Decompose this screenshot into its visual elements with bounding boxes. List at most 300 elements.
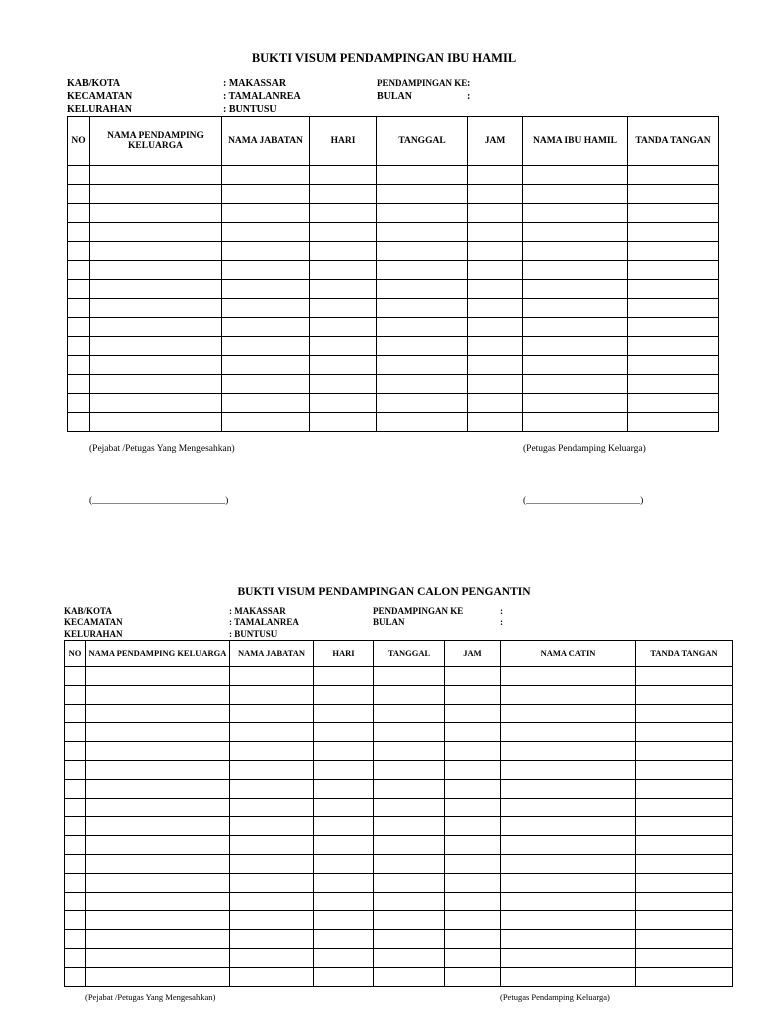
form2-table-cell[interactable] (445, 723, 501, 742)
form2-table-cell[interactable] (86, 685, 230, 704)
form1-table-cell[interactable] (68, 375, 90, 394)
form2-table-row (65, 723, 733, 742)
form1-table-cell[interactable] (310, 413, 377, 432)
form2-table-cell[interactable] (314, 742, 374, 761)
form1-table-cell[interactable] (377, 356, 468, 375)
form2-table-cell[interactable] (86, 836, 230, 855)
form2-table-cell[interactable] (314, 723, 374, 742)
form1-table-cell[interactable] (310, 299, 377, 318)
form1-table-cell[interactable] (90, 299, 222, 318)
form2-table-cell[interactable] (65, 798, 86, 817)
form2-table-row (65, 667, 733, 686)
form1-table-cell[interactable] (310, 356, 377, 375)
form1-sign-left-label: (Pejabat /Petugas Yang Mengesahkan) (89, 444, 235, 454)
form1-col-jam: JAM (468, 117, 523, 166)
form2-table-cell[interactable] (636, 723, 733, 742)
form2-table-cell[interactable] (636, 967, 733, 986)
form2-table-cell[interactable] (501, 873, 636, 892)
form2-table-cell[interactable] (636, 854, 733, 873)
form2-col-nama-catin: NAMA CATIN (501, 641, 636, 667)
form2-table-cell[interactable] (314, 798, 374, 817)
form2-table-row (65, 873, 733, 892)
form1-table-cell[interactable] (523, 413, 628, 432)
form1-table-cell[interactable] (90, 318, 222, 337)
form2-sign-left-label: (Pejabat /Petugas Yang Mengesahkan) (85, 992, 216, 1002)
form1-table-cell[interactable] (523, 223, 628, 242)
form2-table-row (65, 836, 733, 855)
form2-table-cell[interactable] (314, 930, 374, 949)
form1-table-cell[interactable] (310, 375, 377, 394)
form1-table-cell[interactable] (222, 413, 310, 432)
form2-table-cell[interactable] (636, 685, 733, 704)
form2-table-cell[interactable] (374, 967, 445, 986)
form2-table-row (65, 911, 733, 930)
form1-kel-label: KELURAHAN (67, 104, 133, 115)
form2-table-cell[interactable] (86, 930, 230, 949)
form1-table-row (68, 337, 719, 356)
form1-table-cell[interactable] (628, 337, 719, 356)
form2-table-row (65, 742, 733, 761)
form2-table-cell[interactable] (86, 854, 230, 873)
form2-table-cell[interactable] (636, 836, 733, 855)
form2-kec-value: : TAMALANREA (229, 617, 299, 627)
form2-table-cell[interactable] (501, 948, 636, 967)
form1-table-cell[interactable] (468, 375, 523, 394)
form2-table-cell[interactable] (65, 854, 86, 873)
form2-table-cell[interactable] (65, 779, 86, 798)
form1-table-cell[interactable] (523, 356, 628, 375)
form1-table-cell[interactable] (628, 280, 719, 299)
form2-table (64, 640, 733, 987)
form1-table-cell[interactable] (377, 337, 468, 356)
form2-table-cell[interactable] (445, 685, 501, 704)
form2-table-cell[interactable] (501, 930, 636, 949)
form2-table-cell[interactable] (636, 798, 733, 817)
form1-table-row (68, 318, 719, 337)
form2-table-cell[interactable] (445, 854, 501, 873)
form1-table-cell[interactable] (90, 375, 222, 394)
form1-table-cell[interactable] (468, 242, 523, 261)
form2-table-cell[interactable] (374, 667, 445, 686)
form1-table-cell[interactable] (468, 280, 523, 299)
form2-table-cell[interactable] (86, 779, 230, 798)
form1-table-cell[interactable] (377, 394, 468, 413)
form2-table-cell[interactable] (65, 911, 86, 930)
form1-table-cell[interactable] (468, 166, 523, 185)
form2-table-cell[interactable] (636, 873, 733, 892)
form2-table-cell[interactable] (501, 817, 636, 836)
form1-table-cell[interactable] (628, 261, 719, 280)
form2-table-cell[interactable] (636, 911, 733, 930)
form1-table-cell[interactable] (68, 413, 90, 432)
form1-table-cell[interactable] (377, 185, 468, 204)
form1-table-cell[interactable] (468, 261, 523, 280)
form2-kel-value: : BUNTUSU (229, 629, 278, 639)
form2-table-cell[interactable] (230, 967, 314, 986)
form1-table-row (68, 242, 719, 261)
form1-table-cell[interactable] (523, 280, 628, 299)
form2-table-cell[interactable] (445, 948, 501, 967)
form1-table-cell[interactable] (310, 280, 377, 299)
form1-table-cell[interactable] (523, 185, 628, 204)
form1-table-cell[interactable] (468, 223, 523, 242)
form2-pendampingan-value: : (500, 606, 503, 616)
form2-table-cell[interactable] (86, 873, 230, 892)
form1-table-cell[interactable] (377, 166, 468, 185)
form1-table-cell[interactable] (310, 394, 377, 413)
form2-table-cell[interactable] (230, 667, 314, 686)
form1-table-cell[interactable] (68, 299, 90, 318)
form1-table-row (68, 394, 719, 413)
form1-table-cell[interactable] (523, 299, 628, 318)
form1-table-cell[interactable] (628, 394, 719, 413)
form1-table-cell[interactable] (523, 261, 628, 280)
form1-table-cell[interactable] (310, 204, 377, 223)
form1-table-cell[interactable] (377, 261, 468, 280)
form1-table-cell[interactable] (222, 394, 310, 413)
form1-sign-right-label: (Petugas Pendamping Keluarga) (523, 444, 646, 454)
form1-table-cell[interactable] (68, 280, 90, 299)
form1-table-cell[interactable] (468, 394, 523, 413)
form2-table-cell[interactable] (314, 854, 374, 873)
form2-table-cell[interactable] (374, 836, 445, 855)
form1-table-cell[interactable] (628, 375, 719, 394)
form2-table-cell[interactable] (314, 892, 374, 911)
form1-table-cell[interactable] (377, 375, 468, 394)
form2-table-cell[interactable] (65, 873, 86, 892)
form1-table-cell[interactable] (68, 318, 90, 337)
form2-table-cell[interactable] (445, 911, 501, 930)
form1-table-cell[interactable] (377, 413, 468, 432)
form1-col-no: NO (68, 117, 90, 166)
form2-table-cell[interactable] (445, 836, 501, 855)
form1-table-cell[interactable] (222, 242, 310, 261)
form1-table-cell[interactable] (628, 166, 719, 185)
form2-table-cell[interactable] (501, 723, 636, 742)
form2-table-cell[interactable] (230, 742, 314, 761)
form1-table-cell[interactable] (68, 223, 90, 242)
form1-table-cell[interactable] (468, 185, 523, 204)
form1-table-cell[interactable] (377, 242, 468, 261)
form2-table-cell[interactable] (374, 685, 445, 704)
form1-table-cell[interactable] (68, 185, 90, 204)
form2-table-cell[interactable] (86, 948, 230, 967)
form2-table-cell[interactable] (65, 760, 86, 779)
form2-table-cell[interactable] (314, 948, 374, 967)
form1-sign-left-line: (____________________________) (89, 496, 229, 506)
form2-table-cell[interactable] (636, 779, 733, 798)
form1-table-row (68, 185, 719, 204)
form2-col-nama-pendamping: NAMA PENDAMPING KELUARGA (86, 641, 230, 667)
form1-table-cell[interactable] (90, 261, 222, 280)
form2-table-cell[interactable] (314, 760, 374, 779)
form2-table-cell[interactable] (501, 704, 636, 723)
form1-table-cell[interactable] (310, 261, 377, 280)
form2-table-cell[interactable] (445, 779, 501, 798)
form2-table-row (65, 854, 733, 873)
form2-table-cell[interactable] (445, 667, 501, 686)
form2-table-cell[interactable] (65, 892, 86, 911)
form2-table-cell[interactable] (314, 779, 374, 798)
form2-table-cell[interactable] (374, 742, 445, 761)
form2-table-cell[interactable] (230, 854, 314, 873)
form1-table-cell[interactable] (628, 299, 719, 318)
form1-table-cell[interactable] (222, 337, 310, 356)
form2-table-row (65, 779, 733, 798)
form2-table-cell[interactable] (86, 760, 230, 779)
form1-table-cell[interactable] (68, 204, 90, 223)
form1-table-cell[interactable] (90, 185, 222, 204)
form2-kab-label: KAB/KOTA (64, 606, 112, 616)
form2-sign-right-label: (Petugas Pendamping Keluarga) (500, 992, 610, 1002)
form2-table-cell[interactable] (501, 742, 636, 761)
form1-table-cell[interactable] (90, 413, 222, 432)
form2-table-cell[interactable] (230, 930, 314, 949)
form2-table-cell[interactable] (230, 723, 314, 742)
form1-table-cell[interactable] (628, 242, 719, 261)
form1-table-cell[interactable] (222, 204, 310, 223)
form1-table-cell[interactable] (68, 356, 90, 375)
form2-table-cell[interactable] (65, 967, 86, 986)
form1-table-row (68, 356, 719, 375)
form2-table-cell[interactable] (230, 817, 314, 836)
form2-table-cell[interactable] (445, 742, 501, 761)
form1-table-cell[interactable] (222, 299, 310, 318)
form1-table-cell[interactable] (468, 356, 523, 375)
form2-table-cell[interactable] (445, 704, 501, 723)
form1-kel-value: : BUNTUSU (223, 104, 277, 115)
form2-table-cell[interactable] (230, 779, 314, 798)
form1-table-cell[interactable] (222, 185, 310, 204)
form2-table-cell[interactable] (314, 873, 374, 892)
form1-table-cell[interactable] (310, 185, 377, 204)
form2-table-row (65, 892, 733, 911)
form1-table-cell[interactable] (90, 394, 222, 413)
form1-kab-value: : MAKASSAR (223, 78, 287, 89)
form2-table-cell[interactable] (501, 667, 636, 686)
form2-table-row (65, 948, 733, 967)
form2-table-cell[interactable] (86, 742, 230, 761)
form2-table-cell[interactable] (636, 667, 733, 686)
form2-table-cell[interactable] (230, 685, 314, 704)
form2-table-cell[interactable] (636, 704, 733, 723)
form2-table-cell[interactable] (445, 967, 501, 986)
form2-table-cell[interactable] (374, 817, 445, 836)
form2-table-cell[interactable] (636, 930, 733, 949)
form1-table-cell[interactable] (523, 166, 628, 185)
form1-table-row (68, 280, 719, 299)
form1-table-row (68, 299, 719, 318)
form1-table-cell[interactable] (68, 261, 90, 280)
form2-table-cell[interactable] (230, 704, 314, 723)
form1-table-cell[interactable] (468, 299, 523, 318)
form1-table-cell[interactable] (90, 356, 222, 375)
form2-table-cell[interactable] (86, 667, 230, 686)
form1-table-cell[interactable] (523, 375, 628, 394)
form1-table-cell[interactable] (90, 337, 222, 356)
form1-table-row (68, 204, 719, 223)
form1-table-cell[interactable] (68, 394, 90, 413)
form1-kab-label: KAB/KOTA (67, 78, 121, 89)
form2-table-cell[interactable] (65, 667, 86, 686)
form2-table-cell[interactable] (230, 892, 314, 911)
form1-table-cell[interactable] (628, 413, 719, 432)
form2-table-cell[interactable] (501, 854, 636, 873)
form1-col-tanda-tangan: TANDA TANGAN (628, 117, 719, 166)
form1-title: BUKTI VISUM PENDAMPINGAN IBU HAMIL (251, 51, 517, 65)
form1-table-cell[interactable] (68, 242, 90, 261)
form2-table-cell[interactable] (445, 930, 501, 949)
form1-table-cell[interactable] (628, 356, 719, 375)
form2-table-cell[interactable] (636, 892, 733, 911)
form1-table-cell[interactable] (310, 242, 377, 261)
form1-table-cell[interactable] (222, 223, 310, 242)
form2-col-tanda-tangan: TANDA TANGAN (636, 641, 733, 667)
form2-table-cell[interactable] (445, 817, 501, 836)
form2-table-cell[interactable] (636, 817, 733, 836)
form1-table-cell[interactable] (468, 318, 523, 337)
form2-table-cell[interactable] (374, 704, 445, 723)
form2-table-cell[interactable] (86, 723, 230, 742)
form2-table-cell[interactable] (65, 948, 86, 967)
form2-table-cell[interactable] (65, 704, 86, 723)
form1-pendampingan-value: : (467, 78, 471, 89)
form2-table-cell[interactable] (65, 930, 86, 949)
form2-table-cell[interactable] (374, 892, 445, 911)
form1-table-cell[interactable] (628, 223, 719, 242)
form2-table-cell[interactable] (501, 892, 636, 911)
form2-table-cell[interactable] (374, 760, 445, 779)
form1-table-cell[interactable] (90, 166, 222, 185)
form1-table-cell[interactable] (523, 204, 628, 223)
form1-table-cell[interactable] (468, 204, 523, 223)
form2-table-cell[interactable] (314, 836, 374, 855)
form2-table-cell[interactable] (445, 798, 501, 817)
form1-table-cell[interactable] (310, 318, 377, 337)
form2-table-cell[interactable] (65, 723, 86, 742)
form1-table-cell[interactable] (222, 261, 310, 280)
form1-col-nama-ibu-hamil: NAMA IBU HAMIL (523, 117, 628, 166)
form2-table-cell[interactable] (86, 704, 230, 723)
form2-table-row (65, 930, 733, 949)
form2-table-cell[interactable] (501, 798, 636, 817)
form1-table-cell[interactable] (377, 280, 468, 299)
form2-table-cell[interactable] (86, 967, 230, 986)
form2-table-cell[interactable] (314, 704, 374, 723)
form2-table-cell[interactable] (230, 873, 314, 892)
form1-table-cell[interactable] (628, 185, 719, 204)
form2-table-cell[interactable] (501, 967, 636, 986)
form2-table-row (65, 760, 733, 779)
form1-table-cell[interactable] (90, 223, 222, 242)
form1-table-cell[interactable] (90, 204, 222, 223)
form2-table-cell[interactable] (374, 948, 445, 967)
form2-table-cell[interactable] (86, 817, 230, 836)
form2-table-cell[interactable] (374, 723, 445, 742)
form1-table-cell[interactable] (377, 204, 468, 223)
form2-table-row (65, 685, 733, 704)
form2-table-row (65, 967, 733, 986)
form2-table-cell[interactable] (501, 911, 636, 930)
form2-table-cell[interactable] (374, 779, 445, 798)
form2-table-cell[interactable] (314, 911, 374, 930)
form2-table-cell[interactable] (374, 873, 445, 892)
form1-table-cell[interactable] (310, 166, 377, 185)
form1-table-cell[interactable] (222, 375, 310, 394)
form2-table-cell[interactable] (314, 667, 374, 686)
form1-table-cell[interactable] (628, 204, 719, 223)
form1-table-cell[interactable] (523, 242, 628, 261)
form2-table-cell[interactable] (65, 685, 86, 704)
form1-table-cell[interactable] (222, 280, 310, 299)
form2-table-cell[interactable] (374, 854, 445, 873)
form1-table-cell[interactable] (377, 299, 468, 318)
form2-table-cell[interactable] (501, 685, 636, 704)
form2-table-cell[interactable] (314, 967, 374, 986)
form1-table-cell[interactable] (222, 166, 310, 185)
form1-table-cell[interactable] (468, 337, 523, 356)
form2-table-cell[interactable] (636, 948, 733, 967)
form1-table-cell[interactable] (523, 318, 628, 337)
form1-bulan-value: : (467, 91, 471, 102)
form2-table-cell[interactable] (230, 836, 314, 855)
form1-table-cell[interactable] (68, 337, 90, 356)
form1-sign-right-line: (________________________) (523, 496, 644, 506)
form2-table-cell[interactable] (636, 742, 733, 761)
form2-table-cell[interactable] (374, 930, 445, 949)
form2-table-cell[interactable] (314, 817, 374, 836)
form2-table-cell[interactable] (374, 798, 445, 817)
form1-table-cell[interactable] (68, 166, 90, 185)
form2-table-cell[interactable] (501, 836, 636, 855)
form2-table-cell[interactable] (501, 760, 636, 779)
form1-table (67, 116, 719, 432)
form1-table-cell[interactable] (222, 356, 310, 375)
form2-table-cell[interactable] (65, 817, 86, 836)
form2-table-cell[interactable] (230, 760, 314, 779)
form2-kab-value: : MAKASSAR (229, 606, 286, 616)
form1-table-cell[interactable] (310, 223, 377, 242)
form2-table-cell[interactable] (86, 892, 230, 911)
form1-table-cell[interactable] (523, 337, 628, 356)
form2-table-cell[interactable] (86, 798, 230, 817)
form1-table-cell[interactable] (310, 337, 377, 356)
form2-col-no: NO (65, 641, 86, 667)
form1-table-cell[interactable] (377, 318, 468, 337)
form1-table-cell[interactable] (222, 318, 310, 337)
form2-table-cell[interactable] (230, 798, 314, 817)
form1-table-cell[interactable] (468, 413, 523, 432)
form2-table-cell[interactable] (636, 760, 733, 779)
form2-table-cell[interactable] (374, 911, 445, 930)
form2-table-cell[interactable] (314, 685, 374, 704)
form1-table-cell[interactable] (90, 280, 222, 299)
form1-table-cell[interactable] (628, 318, 719, 337)
form2-table-row (65, 817, 733, 836)
form2-table-cell[interactable] (501, 779, 636, 798)
form2-table-cell[interactable] (445, 892, 501, 911)
form2-table-cell[interactable] (65, 742, 86, 761)
form2-table-cell[interactable] (445, 873, 501, 892)
form2-table-cell[interactable] (86, 911, 230, 930)
form2-table-cell[interactable] (65, 836, 86, 855)
form1-table-cell[interactable] (90, 242, 222, 261)
form2-table-cell[interactable] (230, 948, 314, 967)
form2-table-cell[interactable] (445, 760, 501, 779)
form1-table-cell[interactable] (377, 223, 468, 242)
form1-table-cell[interactable] (523, 394, 628, 413)
form2-table-cell[interactable] (230, 911, 314, 930)
